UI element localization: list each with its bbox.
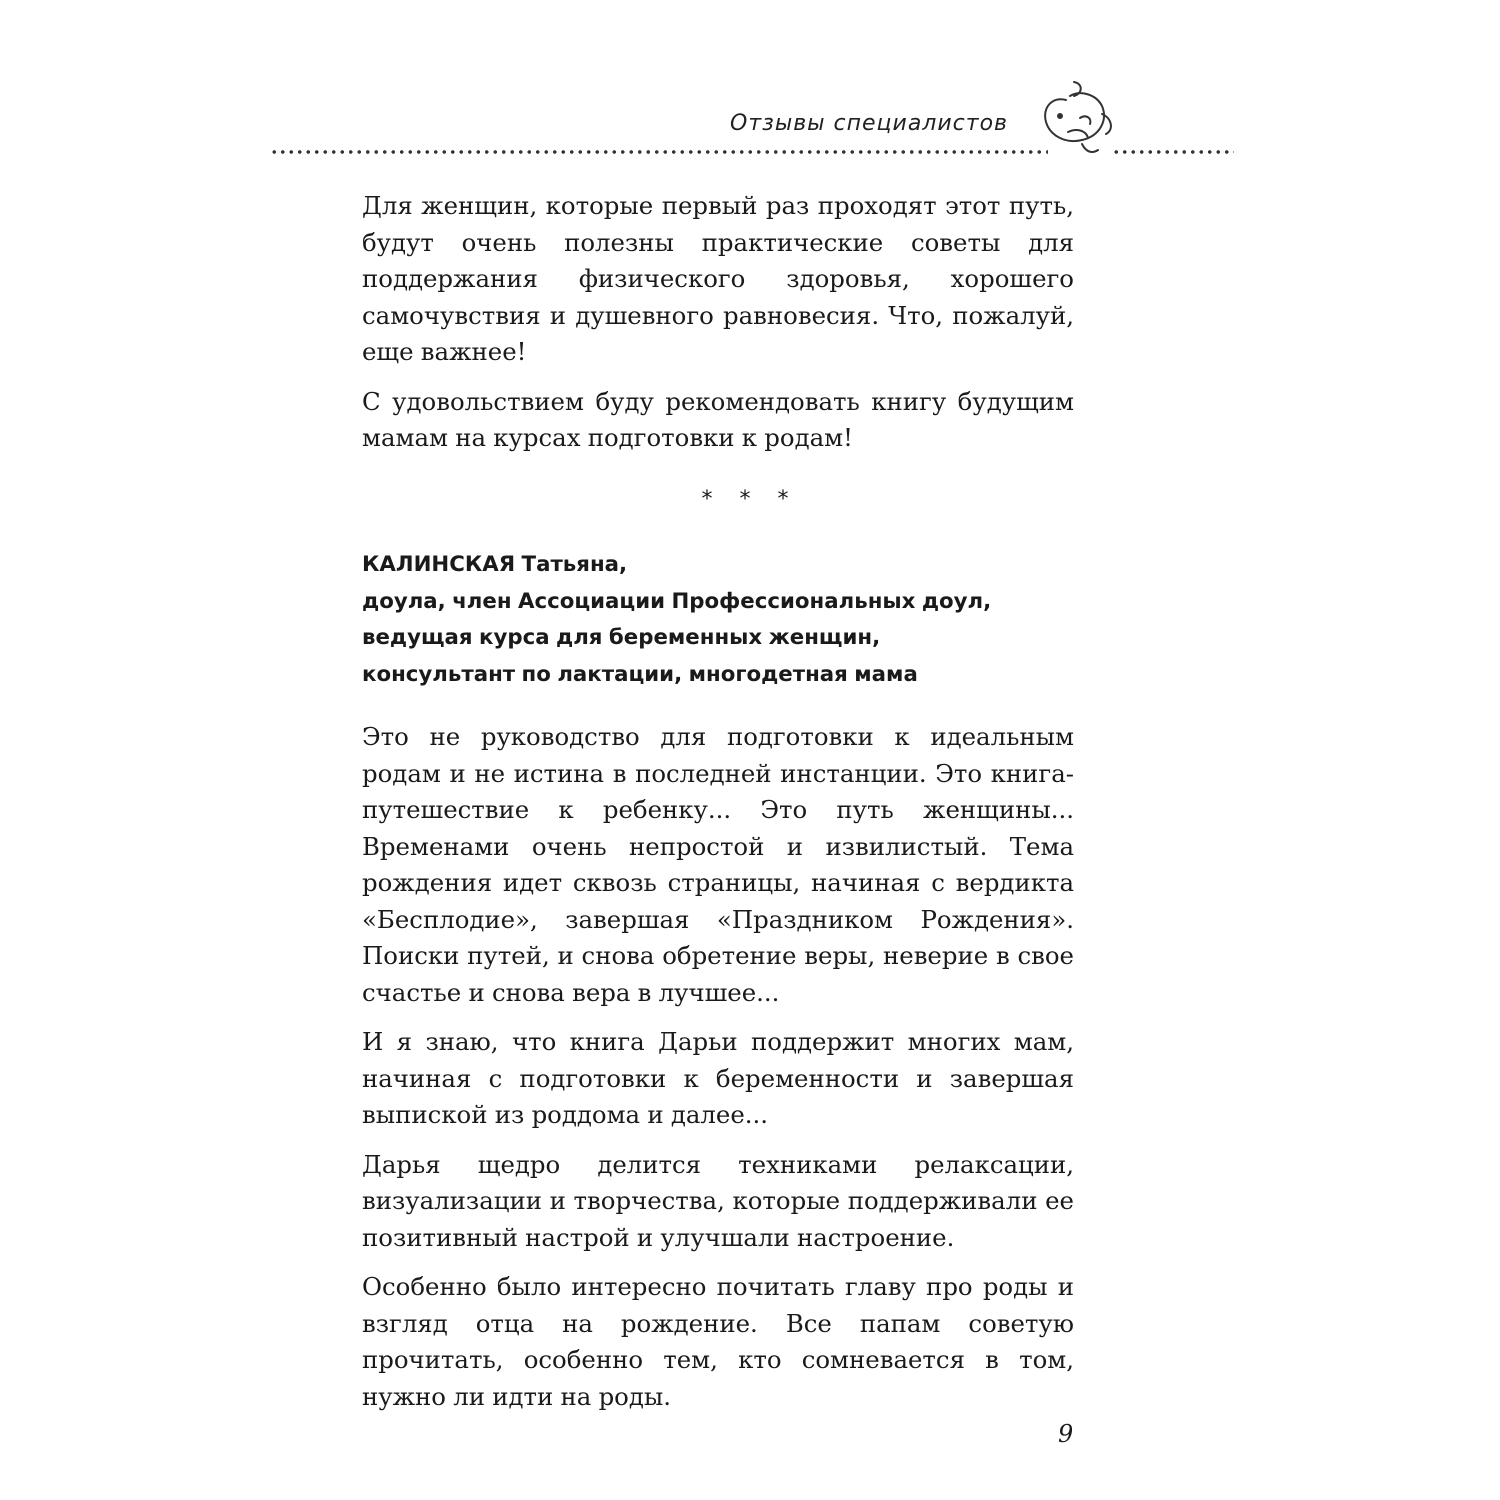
paragraph: И я знаю, что книга Дарьи поддержит многих мам, начиная с подготовки к беременности и завершая выпиской из роддома и далее...	[362, 1027, 1074, 1129]
dotted-rule-right	[1112, 150, 1234, 154]
paragraph: Особенно было интересно почитать главу про роды и взгляд отца на рождение. Все папам советую прочитать, особенно тем, кто сомневается в том, нужно ли идти на роды.	[362, 1272, 1074, 1411]
paragraph: С удовольствием буду рекомендовать книгу будущим мамам на курсах подготовки к родам!	[362, 386, 1074, 452]
intro-text	[362, 188, 1074, 470]
paragraph: Для женщин, которые первый раз проходят этот путь, будут очень полезны практические советы для поддержания физического здоровья, хорошего самочувствия и душевного равновесия. Что, пожалуй, еще важнее!	[362, 191, 1074, 366]
dotted-rule-left	[270, 150, 1048, 154]
author-role: ведущая курса для беременных женщин,	[362, 625, 881, 650]
author-name: КАЛИНСКАЯ Татьяна,	[362, 552, 628, 577]
author-credit	[362, 547, 1102, 693]
paragraph: Это не руководство для подготовки к идеальным родам и не истина в последней инстанции. Это книга-путешествие к ребенку... Это путь женщины... Временами очень непростой и извилистый. Тема рождения идет сквозь страницы, начиная с вердикта «Бесплодие», завершая «Праздником Рождения». Поиски путей, и снова обретение веры, неверие в свое счастье и снова вера в лучшее...	[362, 722, 1074, 1007]
paragraph: Дарья щедро делится техниками релаксации, визуализации и творчества, которые поддерживали ее позитивный настрой и улучшали настроение.	[362, 1149, 1074, 1252]
section-separator: * * *	[701, 487, 799, 512]
author-role: доула, член Ассоциации Профессиональных доул,	[362, 588, 992, 614]
page-number: 9	[1058, 1420, 1074, 1448]
running-title: Отзывы специалистов	[730, 111, 1008, 136]
author-role: консультант по лактации, многодетная мама	[362, 661, 918, 687]
embryo-icon	[1030, 78, 1120, 168]
review-text	[362, 719, 1074, 1428]
